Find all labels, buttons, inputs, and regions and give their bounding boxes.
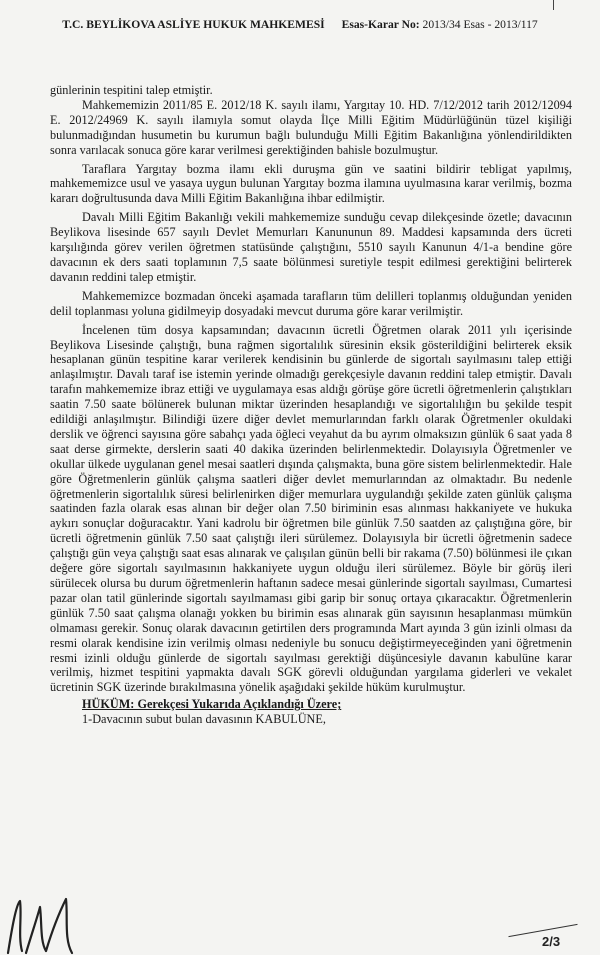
document-header — [0, 18, 600, 31]
paragraph-defendant-response: Davalı Milli Eğitim Bakanlığı vekili mahkememize sunduğu cevap dilekçesinde özetle; davacının Beylikova lisesinde 657 sayılı Devlet Memurları Kanununun 89. Maddesi kapsamında ders ücreti karşılığında görev verilen öğretmen statüsünde çalıştığını, 5510 sayılı Kanunun 4/1-a bendine göre davacının ek ders saati toplamının 7,5 saate bölünmesi suretiyle tespit edilmesi gerektiğini belirterek davanın reddini talep etmiştir. — [50, 210, 572, 284]
handwritten-signature — [2, 893, 122, 955]
court-name: T.C. BEYLİKOVA ASLİYE HUKUK MAHKEMESİ — [62, 18, 325, 31]
case-number-label: Esas-Karar No: — [341, 18, 420, 31]
paragraph-notification: Taraflara Yargıtay bozma ilamı ekli duruşma gün ve saatini bildirir tebligat yapılmış, mahkememizce usul ve yasaya uygun bulunan Yargıtay bozma ilamına uyulmasına karar verilmiş, bozma kararı doğrultusunda dava Milli Eğitim Bakanlığına ihbar edilmiştir. — [50, 161, 572, 206]
paragraph-evidence: Mahkememizce bozmadan önceki aşamada tarafların tüm delilleri toplanmış olduğundan yeniden delil toplanması yoluna gidilmeyip dosyadaki mevcut duruma göre karar verilmiştir. — [50, 288, 572, 318]
paragraph-continuation: günlerinin tespitini talep etmiştir. — [50, 83, 213, 97]
scan-mark — [553, 0, 554, 10]
paragraph-reasoning: İncelenen tüm dosya kapsamından; davacının ücretli Öğretmen olarak 2011 yılı içerisinde Beylikova Lisesinde çalıştığı, buna rağmen sigortalılık süresinin eksik gösterildiğini belirterek eksik hesaplanan günün tespitine karar verilerek kendisinin bu günlerde de sigortalı sayılmasını talep ettiği anlaşılmıştır. Davalı taraf ise istemin yerinde olmadığı gerekçesiyle davanın reddini talep etmiştir. Davalı tarafın mahkememize ibraz ettiği ve uygulamaya esas aldığı görüşe göre ücretli öğretmenlerin çalıştıkları saatin 7.50 saate bölünerek bulunan miktar üzerinden hesaplandığı ve sigortalılığın bu şekilde tespit edildiği anlaşılmıştır. Bilindiği üzere diğer devlet memurlarından farklı olarak Öğretmenler okuldaki derslik ve öğrenci sayısına göre sabahçı yada öğleci veyahut da bu ayrım olmaksızın günlük 6 saat yada 8 saat derse girmekte, derslerin saati 40 dakika üzerinden belirlenmektedir. Dolayısıyla Öğretmenler ve okullar ülkede uygulanan genel mesai saatleri dışında çalışmakta, buna göre sistem belirlenmektedir. Hale göre Öğretmenlerin günlük çalışma saatleri diğer devlet memurlarından az olmaktadır. Bu nedenle öğretmenlerin sigortalılık süresi belirlenirken diğer memurlara uygulandığı şekilde zaten günlük çalışma saatinden fazla olarak esas alınan bir değer olan 7.50 biriminin esas alınması hakkaniyete ve hukuka aykırı sonuçlar doğuracaktır. Yani kadrolu bir öğretmen bile günlük 7.50 saatden az çalıştığına göre, bir ücretli öğretmenin günlük 7.50 saat çalıştığı ileri sürülemez. Dolayısıyla bir ücretli öğretmenin sadece çalıştığı gün veya çalıştığı saat esas alınarak ve çalışılan günün belli bir rakama (7.50) bölünmesi ile çıkan değere göre sigortalı sayılmasının hakkaniyete uygun olduğu ileri sürülemez. Böyle bir görüş ileri sürülecek olursa bu durum öğretmenlerin haftanın sadece mesai günlerinde sigortalı sayılması, Cumartesi pazar olan tatil günlerinde sigortalı sayılmaması gibi garip bir sonuç ortaya çıkaracaktır. Öğretmenlerin günlük 7.50 saat çalışma olanağı yokken bu birimin esas alınarak gün sayısının hesaplanması mümkün olmaması gerekir. Sonuç olarak davacının getirtilen ders programında Mart ayında 3 gün izinli olması da resmi olarak kendisine izin verilmiş olması nedeniyle bu sonucu değiştirmeyeceğinden yani öğretmenin resmi izinli olduğu günlerde de sigortalı sayılması gerektiği düşüncesiyle davanın kabulüne karar verilmiş, hizmet tespitini yapmakta davalı SGK görevli olduğundan yargılama giderleri ve vekalet ücretinin SGK üzerinde bırakılmasına yönelik aşağıdaki şekilde hüküm kurulmuştur. — [50, 322, 572, 695]
document-body — [50, 83, 572, 727]
paragraph-appeal-ruling: Mahkememizin 2011/85 E. 2012/18 K. sayılı ilamı, Yargıtay 10. HD. 7/12/2012 tarih 2012/12094 E. 2012/24969 K. sayılı ilamıyla somut olayda İlçe Milli Eğitim Müdürlüğünün tüzel kişiliği bulunmadığından husumetin bu kurumun bağlı bulunduğu Milli Eğitim Bakanlığına yönlendirildikten sonra varılacak sonuca göre karar verilmesi gerektiğinden bahisle bozulmuştur. — [50, 97, 572, 157]
verdict-item: 1-Davacının subut bulan davasının KABULÜNE, — [82, 712, 326, 727]
case-number-value: 2013/34 Esas - 2013/117 — [422, 18, 538, 31]
page-number: 2/3 — [542, 934, 561, 949]
verdict-heading: HÜKÜM: Gerekçesi Yukarıda Açıklandığı Üzere; — [82, 697, 342, 712]
